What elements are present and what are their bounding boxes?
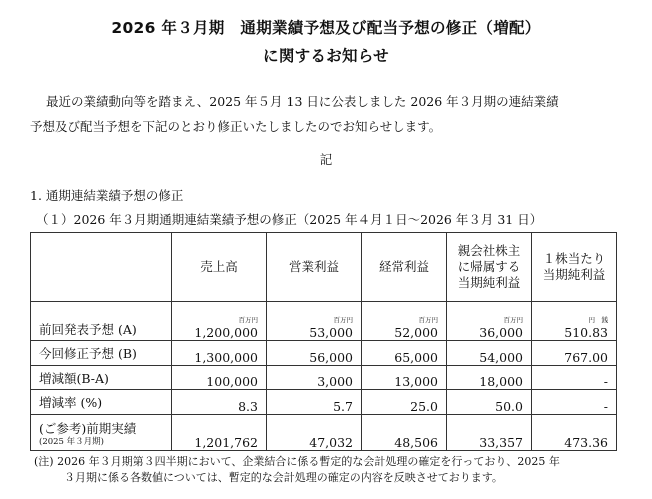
forecast-table — [30, 232, 617, 451]
header-sales: 売上高 — [172, 233, 267, 302]
table-cell: 56,000 — [267, 341, 362, 366]
header-operating-profit: 営業利益 — [267, 233, 362, 302]
table-cell: 13,000 — [362, 366, 447, 390]
table-cell: - — [532, 390, 617, 415]
intro-line2: 予想及び配当予想を下記のとおり修正いたしましたのでお知らせします。 — [30, 119, 442, 134]
footnote-line1: (注) 2026 年３月期第３四半期において、企業結合に係る暫定的な会計処理の確定を行っており、2025 年 — [34, 455, 560, 468]
footnote-line2: ３月期に係る各数値については、暫定的な会計処理の確定の内容を反映させております。 — [64, 471, 503, 484]
table-cell: 百万円 1,200,000 — [172, 302, 267, 341]
unit-label: 円 銭 — [588, 316, 608, 324]
header-eps: １株当たり 当期純利益 — [532, 233, 617, 302]
table-header-row — [31, 233, 617, 302]
row-label: (ご参考)前期実績 (2025 年３月期) — [31, 415, 172, 451]
unit-label: 百万円 — [503, 316, 523, 324]
table-cell: 18,000 — [447, 366, 532, 390]
table-cell: 65,000 — [362, 341, 447, 366]
unit-label: 百万円 — [238, 316, 258, 324]
unit-label: 百万円 — [333, 316, 353, 324]
document-title-line2: に関するお知らせ — [263, 47, 389, 65]
table-cell: 百万円 36,000 — [447, 302, 532, 341]
table-cell: 5.7 — [267, 390, 362, 415]
row-label: 増減額(B-A) — [31, 366, 172, 390]
header-net-income: 親会社株主 に帰属する 当期純利益 — [447, 233, 532, 302]
table-cell: 25.0 — [362, 390, 447, 415]
table-row — [31, 341, 617, 366]
header-ordinary-profit: 経常利益 — [362, 233, 447, 302]
unit-label: 百万円 — [418, 316, 438, 324]
section-heading: 1. 通期連結業績予想の修正 — [30, 188, 184, 203]
section-subheading: （１）2026 年３月期通期連結業績予想の修正（2025 年４月１日～2026 年３月 31 日） — [36, 212, 543, 227]
table-cell: 100,000 — [172, 366, 267, 390]
footnote — [36, 454, 616, 486]
table-cell: 473.36 — [532, 415, 617, 451]
table-cell: 3,000 — [267, 366, 362, 390]
table-cell: 767.00 — [532, 341, 617, 366]
table-cell: 1,300,000 — [172, 341, 267, 366]
ki-heading: 記 — [319, 152, 333, 167]
header-blank — [31, 233, 172, 302]
table-cell: 百万円 53,000 — [267, 302, 362, 341]
table-cell: 50.0 — [447, 390, 532, 415]
table-cell: 33,357 — [447, 415, 532, 451]
table-cell: 円 銭 510.83 — [532, 302, 617, 341]
row-label: 今回修正予想 (B) — [31, 341, 172, 366]
table-cell: 54,000 — [447, 341, 532, 366]
row-sublabel: (2025 年３月期) — [39, 437, 104, 447]
table-cell: 48,506 — [362, 415, 447, 451]
document-title-line1: 2026 年３月期 通期業績予想及び配当予想の修正（増配） — [111, 19, 541, 37]
table-row — [31, 415, 617, 451]
table-cell: 百万円 52,000 — [362, 302, 447, 341]
table-cell: 8.3 — [172, 390, 267, 415]
intro-line1: 最近の業績動向等を踏まえ、2025 年５月 13 日に公表しました 2026 年３月期の連結業績 — [46, 94, 559, 109]
table-row — [31, 390, 617, 415]
intro-paragraph — [30, 89, 630, 139]
row-label: 増減率 (%) — [31, 390, 172, 415]
table-cell: 1,201,762 — [172, 415, 267, 451]
table-row — [31, 302, 617, 341]
table-row — [31, 366, 617, 390]
row-label: 前回発表予想 (A) — [31, 302, 172, 341]
table-cell: 47,032 — [267, 415, 362, 451]
table-cell: - — [532, 366, 617, 390]
